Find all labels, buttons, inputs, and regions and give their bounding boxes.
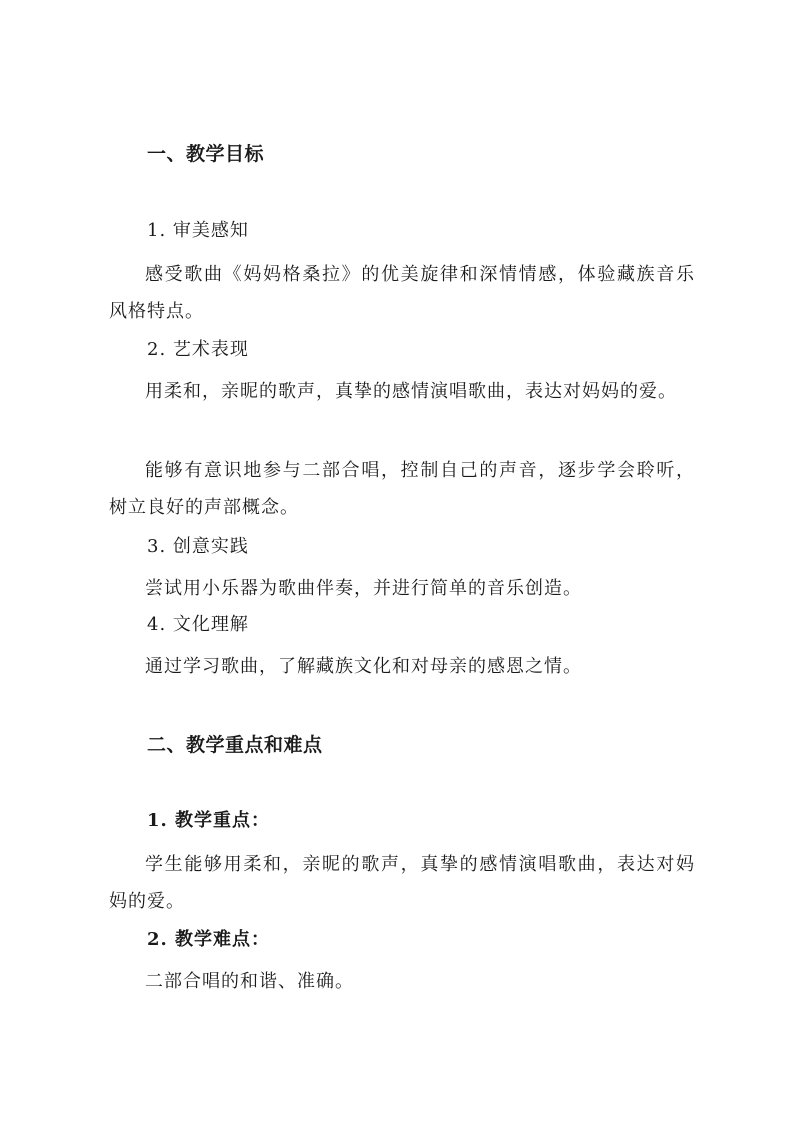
section-1-item-2-paragraph-2: 能够有意识地参与二部合唱，控制自己的声音，逐步学会聆听，树立良好的声部概念。 [109, 460, 695, 518]
section-2-item-2-paragraph: 二部合唱的和谐、准确。 [145, 971, 354, 992]
section-1-item-3-paragraph: 尝试用小乐器为歌曲伴奏，并进行简单的音乐创造。 [145, 578, 582, 599]
section-1-item-4-paragraph: 通过学习歌曲，了解藏族文化和对母亲的感恩之情。 [145, 656, 582, 677]
section-1-item-2-paragraph-1: 用柔和，亲昵的歌声，真挚的感情演唱歌曲，表达对妈妈的爱。 [145, 381, 677, 402]
section-2-item-1-paragraph: 学生能够用柔和，亲昵的歌声，真挚的感情演唱歌曲，表达对妈妈的爱。 [109, 854, 695, 912]
section-2-item-2-title: 2. 教学难点： [147, 929, 271, 950]
section-1-heading: 一、教学目标 [147, 143, 265, 165]
section-1-item-2-title: 2. 艺术表现 [147, 339, 249, 360]
section-2-item-1-title: 1. 教学重点： [147, 810, 271, 831]
section-1-item-4-title: 4. 文化理解 [147, 614, 249, 635]
section-2-heading: 二、教学重点和难点 [147, 734, 323, 756]
section-1-item-3-title: 3. 创意实践 [147, 536, 249, 557]
section-1-item-1-title: 1. 审美感知 [147, 220, 249, 241]
section-1-item-1-paragraph: 感受歌曲《妈妈格桑拉》的优美旋律和深情情感，体验藏族音乐风格特点。 [109, 264, 695, 322]
